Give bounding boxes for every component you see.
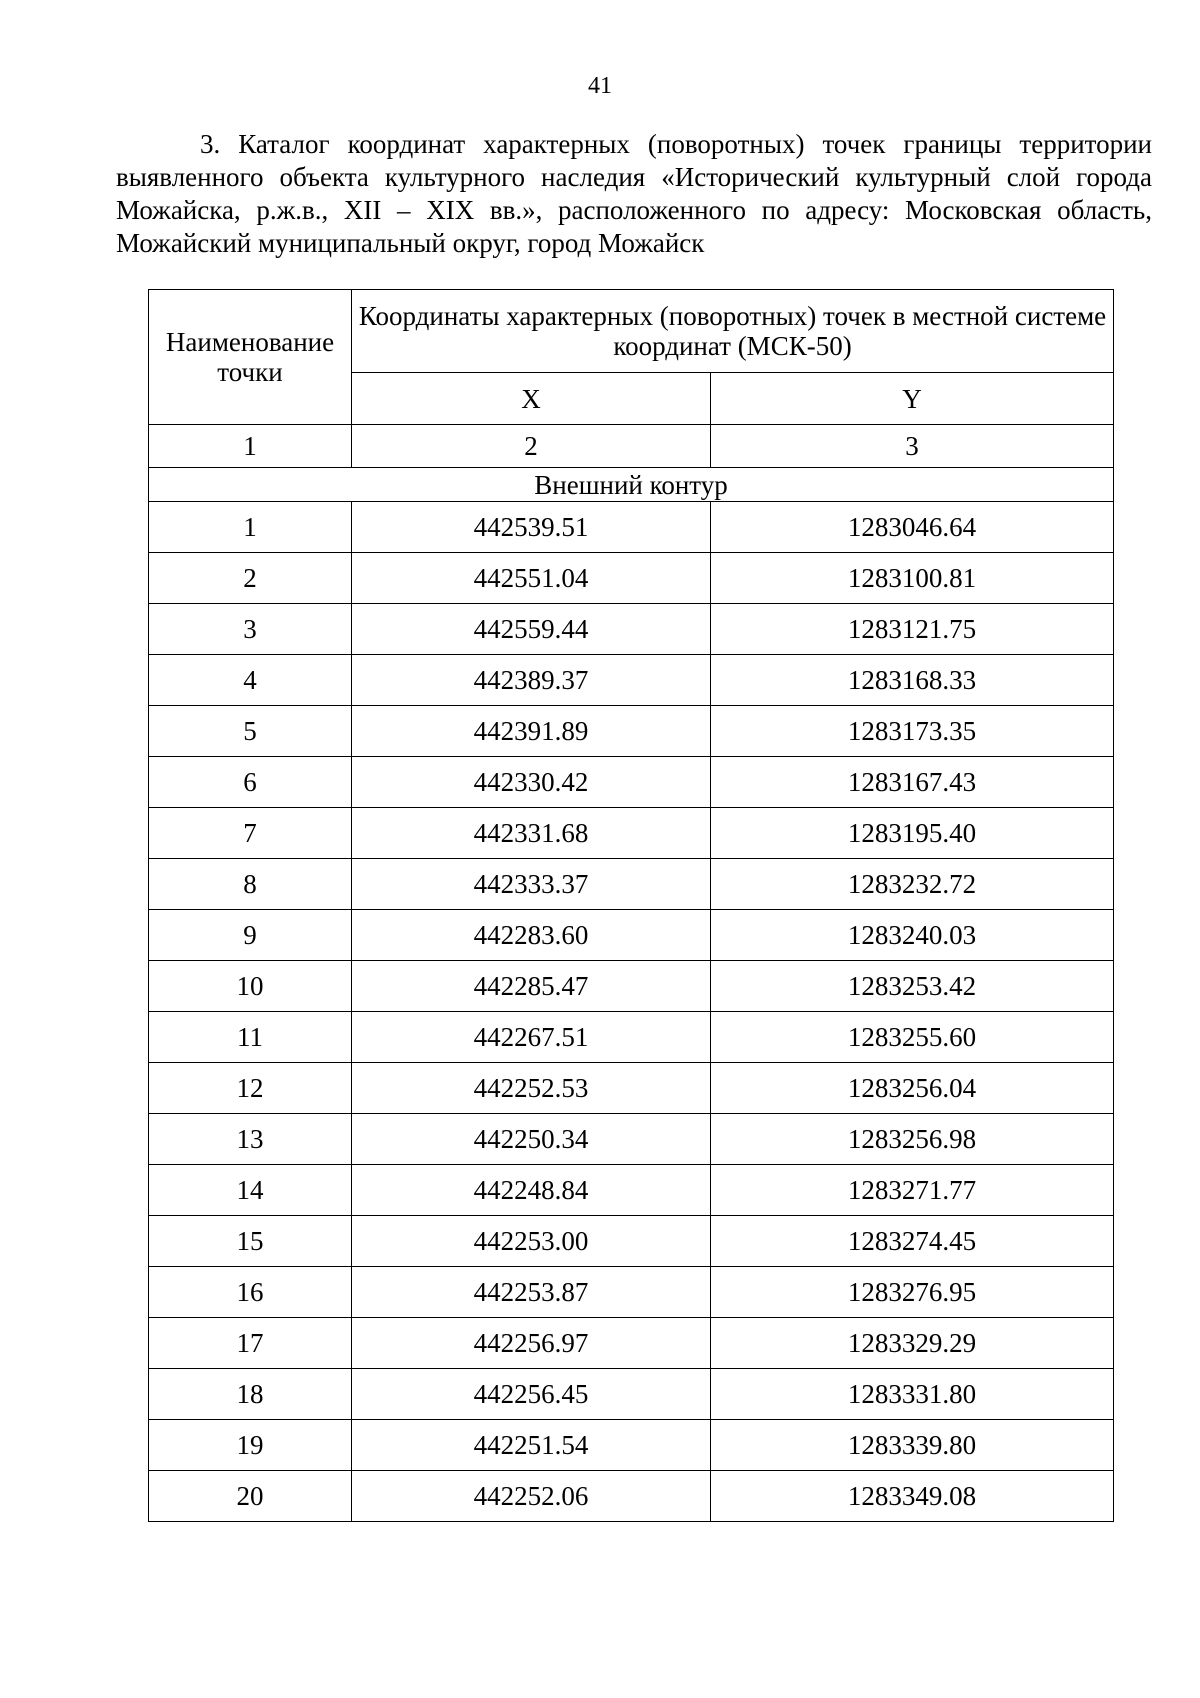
header-x: X xyxy=(352,373,711,425)
table-row xyxy=(149,1471,1114,1522)
cell-y: 1283329.29 xyxy=(711,1318,1114,1369)
cell-point: 4 xyxy=(149,655,352,706)
coordinates-table xyxy=(148,289,1114,1522)
cell-y: 1283271.77 xyxy=(711,1165,1114,1216)
cell-point: 10 xyxy=(149,961,352,1012)
table-row xyxy=(149,1420,1114,1471)
cell-x: 442252.53 xyxy=(352,1063,711,1114)
header-col-num-3: 3 xyxy=(711,425,1114,468)
cell-y: 1283274.45 xyxy=(711,1216,1114,1267)
cell-y: 1283349.08 xyxy=(711,1471,1114,1522)
cell-x: 442283.60 xyxy=(352,910,711,961)
cell-y: 1283331.80 xyxy=(711,1369,1114,1420)
table-row xyxy=(149,1063,1114,1114)
cell-y: 1283168.33 xyxy=(711,655,1114,706)
cell-point: 20 xyxy=(149,1471,352,1522)
header-col-num-1: 1 xyxy=(149,425,352,468)
table-row xyxy=(149,1267,1114,1318)
cell-point: 17 xyxy=(149,1318,352,1369)
header-coords-title: Координаты характерных (поворотных) точек в местной системе координат (МСК-50) xyxy=(352,290,1114,373)
cell-point: 15 xyxy=(149,1216,352,1267)
header-row-top xyxy=(149,290,1114,373)
cell-y: 1283253.42 xyxy=(711,961,1114,1012)
cell-x: 442253.87 xyxy=(352,1267,711,1318)
cell-y: 1283276.95 xyxy=(711,1267,1114,1318)
table-row xyxy=(149,808,1114,859)
cell-y: 1283339.80 xyxy=(711,1420,1114,1471)
table-row xyxy=(149,859,1114,910)
table-row xyxy=(149,706,1114,757)
cell-x: 442330.42 xyxy=(352,757,711,808)
table-row xyxy=(149,1216,1114,1267)
header-row-numbers xyxy=(149,425,1114,468)
table-row xyxy=(149,1165,1114,1216)
cell-point: 2 xyxy=(149,553,352,604)
section-heading: 3. Каталог координат характерных (поворотных) точек границы территории выявленного объекта культурного наследия «Исторический культурный слой города Можайска, р.ж.в., XII – XIX вв.», расположенного по адресу: Московская область, Можайский муниципальный округ, город Можайск xyxy=(116,129,1152,258)
table-row xyxy=(149,757,1114,808)
table-row xyxy=(149,1318,1114,1369)
cell-x: 442551.04 xyxy=(352,553,711,604)
cell-y: 1283255.60 xyxy=(711,1012,1114,1063)
cell-point: 12 xyxy=(149,1063,352,1114)
cell-x: 442256.45 xyxy=(352,1369,711,1420)
cell-point: 5 xyxy=(149,706,352,757)
section-row xyxy=(149,468,1114,502)
cell-y: 1283232.72 xyxy=(711,859,1114,910)
cell-y: 1283100.81 xyxy=(711,553,1114,604)
cell-point: 14 xyxy=(149,1165,352,1216)
header-col-num-2: 2 xyxy=(352,425,711,468)
cell-point: 19 xyxy=(149,1420,352,1471)
cell-point: 6 xyxy=(149,757,352,808)
cell-point: 1 xyxy=(149,502,352,553)
cell-y: 1283046.64 xyxy=(711,502,1114,553)
cell-y: 1283167.43 xyxy=(711,757,1114,808)
cell-x: 442331.68 xyxy=(352,808,711,859)
table-row xyxy=(149,1012,1114,1063)
cell-x: 442251.54 xyxy=(352,1420,711,1471)
table-body xyxy=(149,468,1114,1522)
table-row xyxy=(149,910,1114,961)
header-point-name: Наименование точки xyxy=(149,290,352,425)
cell-point: 13 xyxy=(149,1114,352,1165)
cell-point: 16 xyxy=(149,1267,352,1318)
cell-x: 442253.00 xyxy=(352,1216,711,1267)
cell-point: 3 xyxy=(149,604,352,655)
cell-x: 442559.44 xyxy=(352,604,711,655)
cell-point: 18 xyxy=(149,1369,352,1420)
table-row xyxy=(149,655,1114,706)
cell-point: 11 xyxy=(149,1012,352,1063)
cell-y: 1283173.35 xyxy=(711,706,1114,757)
cell-x: 442389.37 xyxy=(352,655,711,706)
table-row xyxy=(149,1369,1114,1420)
cell-x: 442252.06 xyxy=(352,1471,711,1522)
cell-y: 1283121.75 xyxy=(711,604,1114,655)
cell-x: 442285.47 xyxy=(352,961,711,1012)
table-row xyxy=(149,1114,1114,1165)
table-row xyxy=(149,553,1114,604)
cell-x: 442391.89 xyxy=(352,706,711,757)
table-row xyxy=(149,604,1114,655)
table-row xyxy=(149,502,1114,553)
header-y: Y xyxy=(711,373,1114,425)
cell-y: 1283256.98 xyxy=(711,1114,1114,1165)
cell-point: 9 xyxy=(149,910,352,961)
table-header xyxy=(149,290,1114,468)
cell-x: 442267.51 xyxy=(352,1012,711,1063)
cell-y: 1283195.40 xyxy=(711,808,1114,859)
cell-x: 442250.34 xyxy=(352,1114,711,1165)
cell-x: 442333.37 xyxy=(352,859,711,910)
cell-point: 7 xyxy=(149,808,352,859)
page-number: 41 xyxy=(588,73,612,99)
cell-x: 442256.97 xyxy=(352,1318,711,1369)
cell-y: 1283240.03 xyxy=(711,910,1114,961)
cell-y: 1283256.04 xyxy=(711,1063,1114,1114)
cell-x: 442539.51 xyxy=(352,502,711,553)
table-row xyxy=(149,961,1114,1012)
cell-x: 442248.84 xyxy=(352,1165,711,1216)
section-title: Внешний контур xyxy=(149,468,1114,502)
cell-point: 8 xyxy=(149,859,352,910)
